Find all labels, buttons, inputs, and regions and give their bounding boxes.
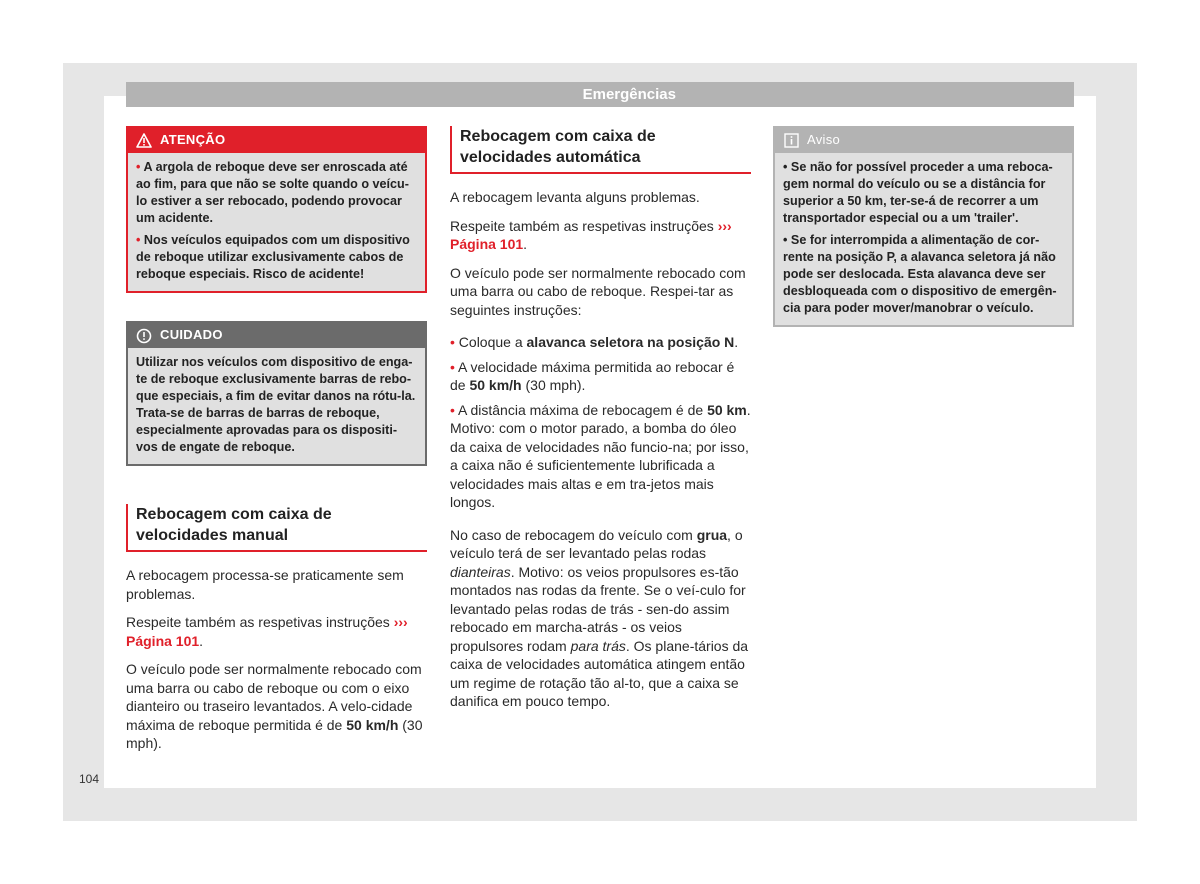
automatic-bullet: • Coloque a alavanca seletora na posição N. xyxy=(450,334,739,350)
page-number: 104 xyxy=(79,772,100,786)
manual-p3: O veículo pode ser normalmente rebocado com uma barra ou cabo de reboque ou com o eixo dianteiro ou traseiro levantados. A velo-cidade máxima de reboque permitida é de 50 km/h (30 mph). xyxy=(126,661,423,751)
manual-section xyxy=(126,504,427,753)
warning-box xyxy=(126,126,427,293)
automatic-bullet: • A distância máxima de rebocagem é de 50 km. Motivo: com o motor parado, a bomba do óleo da caixa de velocidades não funcio-na; por isso, a caixa não é suficientemente lubrificada a velocidades mais altas e em tra-jetos mais longos. xyxy=(450,401,751,510)
caution-title: CUIDADO xyxy=(160,327,223,343)
manual-heading: Rebocagem com caixa de velocidades manual xyxy=(126,504,427,552)
warning-title: ATENÇÃO xyxy=(160,132,226,148)
automatic-p1: A rebocagem levanta alguns problemas. xyxy=(450,189,700,205)
warning-header xyxy=(128,128,425,153)
manual-p2: Respeite também as respetivas instruções ››› Página 101. xyxy=(126,614,408,649)
manual-p1: A rebocagem processa-se praticamente sem problemas. xyxy=(126,567,404,602)
note-item: • Se não for possível proceder a uma reboca-gem normal do veículo ou se a distância for superior a 50 km, ter-se-á de recorrer a um transportador especial ou a um 'trailer'. xyxy=(783,160,1053,225)
automatic-section xyxy=(450,126,751,711)
warning-body xyxy=(128,153,425,291)
page-reference-link[interactable]: ››› Página 101 xyxy=(450,217,732,252)
caution-header xyxy=(128,323,425,348)
caution-circle-icon xyxy=(136,328,152,344)
automatic-p3: O veículo pode ser normalmente rebocado com uma barra ou cabo de reboque. Respei-tar as seguintes instruções: xyxy=(450,264,746,318)
section-header xyxy=(126,82,1074,107)
note-title: Aviso xyxy=(807,132,841,148)
note-header xyxy=(775,128,1072,153)
column-left xyxy=(126,126,427,763)
note-item: • Se for interrompida a alimentação de cor-rente na posição P, a alavanca seletora já não pode ser deslocada. Esta alavanca deve ser desbloqueada com o dispositivo de emergên-cia para poder mover/manobrar o veículo. xyxy=(783,233,1057,315)
warning-triangle-icon xyxy=(136,133,152,149)
automatic-bullet: • A velocidade máxima permitida ao rebocar é de 50 km/h (30 mph). xyxy=(450,358,735,393)
note-box xyxy=(773,126,1074,327)
column-right xyxy=(773,126,1074,327)
warning-item: • A argola de reboque deve ser enroscada até ao fim, para que não se solte quando o veícu-lo estiver a ser rebocado, podendo provocar um acidente. xyxy=(136,160,409,225)
section-title: Emergências xyxy=(582,86,676,103)
automatic-p2: Respeite também as respetivas instruções ››› Página 101. xyxy=(450,217,732,252)
automatic-p4: No caso de rebocagem do veículo com grua, o veículo terá de ser levantado pelas rodas dianteiras. Motivo: os veios propulsores es-tão montados nas rodas da frente. Se o veí-culo for levantado pelas rodas de trás - sen-do assim rebocado em marcha-atrás - os veios propulsores rodam para trás. Os plane-tários da caixa de velocidades automática atingem então um regime de rotação tão al-to, que a caixa se danifica em pouco tempo. xyxy=(450,526,749,709)
caution-box xyxy=(126,321,427,466)
note-body xyxy=(775,153,1072,325)
caution-text: Utilizar nos veículos com dispositivo de enga-te de reboque exclusivamente barras de rebo-que especiais, a fim de evitar danos na rótu-la. Trata-se de barras de barras de reboque, especialmente aprovadas para os dispositi-vos de engate de reboque. xyxy=(136,355,416,454)
caution-body xyxy=(128,348,425,464)
automatic-heading: Rebocagem com caixa de velocidades automática xyxy=(450,126,751,174)
info-icon xyxy=(783,133,799,149)
warning-item: • Nos veículos equipados com um dispositivo de reboque utilizar exclusivamente cabos de reboque especiais. Risco de acidente! xyxy=(136,233,410,281)
page-reference-link[interactable]: ››› Página 101 xyxy=(126,614,408,649)
column-middle xyxy=(450,126,751,721)
